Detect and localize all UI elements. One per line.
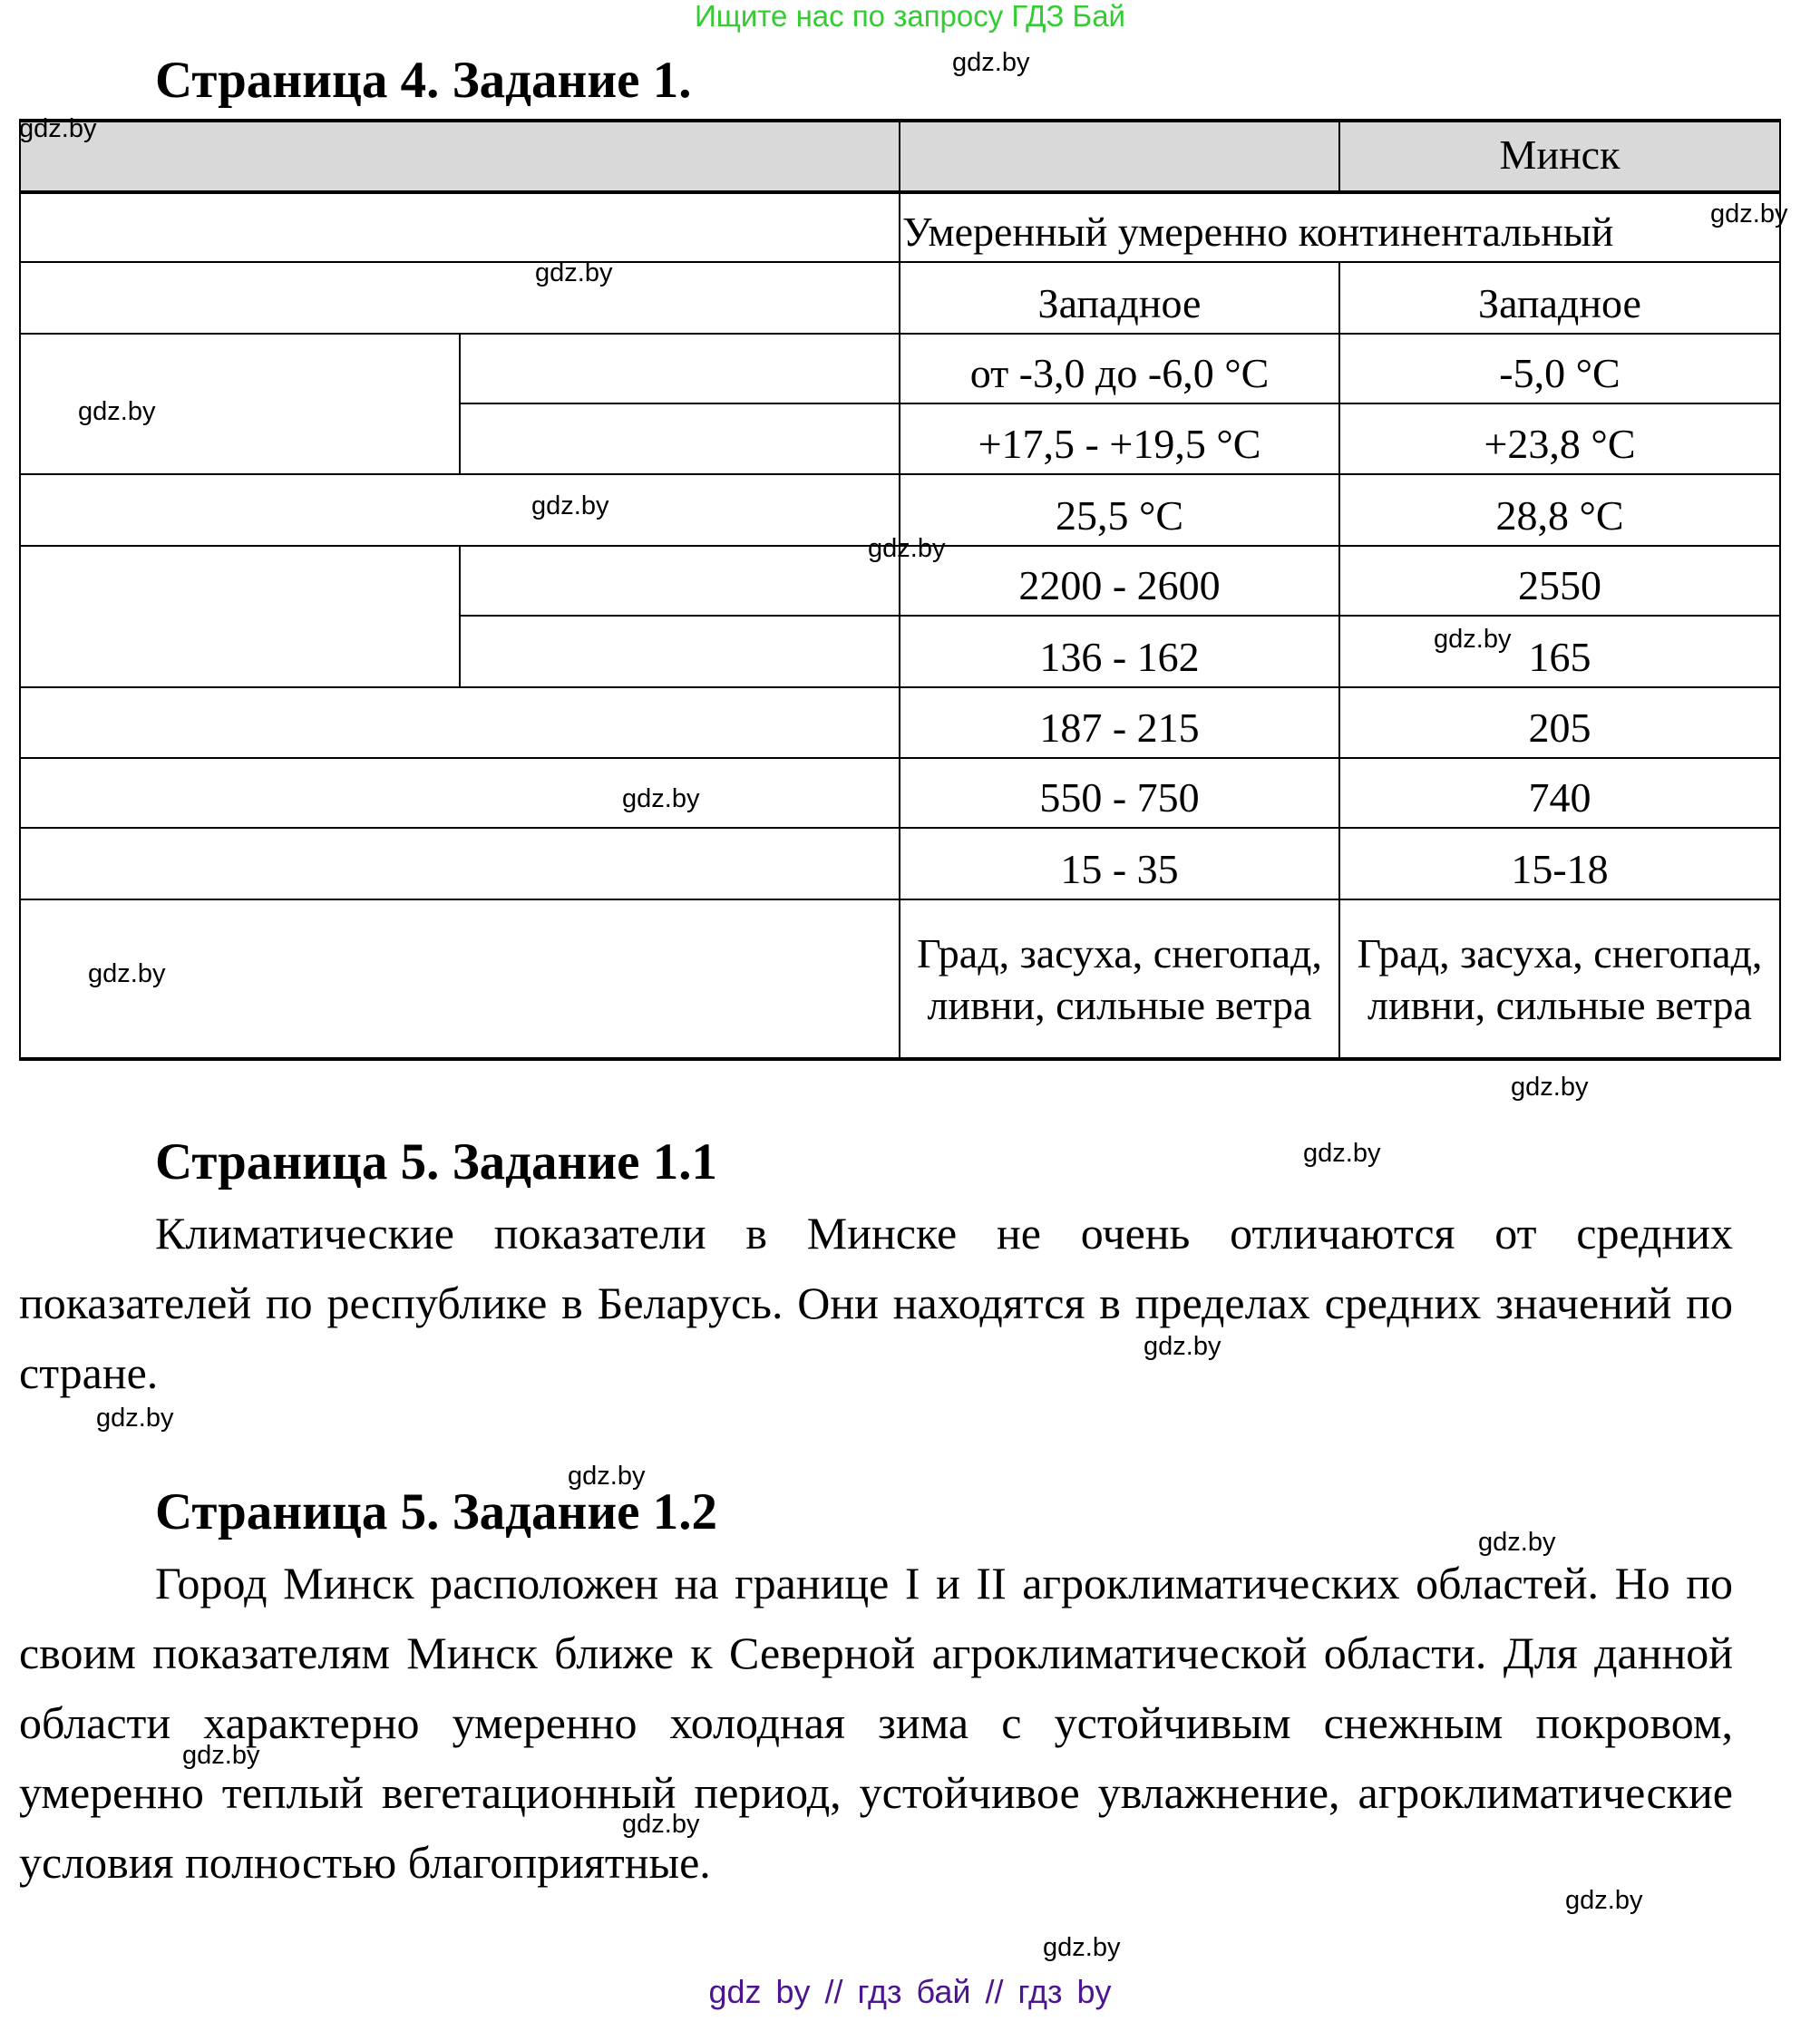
cell-value: Западное [1339, 262, 1780, 334]
cell-value: -5,0 °C [1339, 334, 1780, 403]
watermark: gdz.by [952, 48, 1030, 77]
cell-value: Град, засуха, снегопад, ливни, сильные ветра [1339, 899, 1780, 1059]
header-cell-empty [20, 121, 900, 192]
watermark: gdz.by [622, 784, 700, 813]
table-header-row [20, 121, 1780, 192]
cell-value: Западное [900, 262, 1339, 334]
section3-text: Город Минск расположен на границе I и II агроклиматических областей. Но по своим показателям Минск ближе к Северной агроклиматической области. Для данной области характерно умеренно холодная зима с устойчивым снежным покровом, умеренно теплый вегетационный период, устойчивое увлажнение, агроклиматические условия полностью благоприятные. [19, 1558, 1733, 1888]
watermark: gdz.by [1043, 1933, 1121, 1962]
table-row [20, 192, 1780, 262]
cell-value: 205 [1339, 687, 1780, 758]
watermark: gdz.by [19, 114, 97, 143]
watermark: gdz.by [88, 959, 166, 988]
watermark: gdz.by [568, 1462, 646, 1491]
section1-title: Страница 4. Задание 1. [155, 52, 692, 109]
watermark: gdz.by [1303, 1139, 1381, 1168]
cell-value: 550 - 750 [900, 758, 1339, 828]
section2-paragraph [19, 1199, 1733, 1408]
table-row [20, 262, 1780, 334]
cell-value: от -3,0 до -6,0 °C [900, 334, 1339, 403]
cell-value: 15 - 35 [900, 828, 1339, 899]
watermark: gdz.by [182, 1741, 260, 1770]
header-cell-region [900, 121, 1339, 192]
section2-text: Климатические показатели в Минске не очень отличаются от средних показателей по республике в Беларусь. Они находятся в пределах средних значений по стране. [19, 1208, 1733, 1398]
climate-type-cell: Умеренный умеренно континентальный [900, 192, 1780, 262]
header-cell-minsk: Минск [1339, 121, 1780, 192]
cell-value: +17,5 - +19,5 °C [900, 403, 1339, 474]
cell-value: 2550 [1339, 546, 1780, 616]
watermark: gdz.by [1144, 1332, 1221, 1361]
section3-title: Страница 5. Задание 1.2 [155, 1483, 717, 1540]
cell-value: 25,5 °C [900, 474, 1339, 546]
search-banner[interactable]: Ищите нас по запросу ГДЗ Бай [695, 0, 1125, 33]
cell-value: 740 [1339, 758, 1780, 828]
cell-value: 2200 - 2600 [900, 546, 1339, 616]
watermark: gdz.by [622, 1810, 700, 1839]
watermark: gdz.by [535, 258, 613, 287]
table-row [20, 899, 1780, 1059]
table-row [20, 687, 1780, 758]
cell-value: 28,8 °C [1339, 474, 1780, 546]
watermark: gdz.by [78, 397, 156, 426]
section2-title: Страница 5. Задание 1.1 [155, 1133, 717, 1190]
watermark: gdz.by [1511, 1073, 1589, 1102]
cell-value: 187 - 215 [900, 687, 1339, 758]
watermark: gdz.by [1478, 1528, 1556, 1557]
watermark: gdz.by [96, 1404, 174, 1433]
watermark: gdz.by [868, 534, 946, 563]
cell-value: 15-18 [1339, 828, 1780, 899]
climate-table [19, 119, 1781, 1061]
table-row [20, 334, 1780, 403]
watermark: gdz.by [1565, 1886, 1643, 1915]
table-row [20, 758, 1780, 828]
footer-links[interactable]: gdz by // гдз бай // гдз by [708, 1973, 1112, 2010]
section3-paragraph [19, 1549, 1733, 1898]
watermark: gdz.by [531, 491, 609, 520]
cell-value: 165 [1339, 616, 1780, 687]
cell-value: +23,8 °C [1339, 403, 1780, 474]
cell-value: Град, засуха, снегопад, ливни, сильные ветра [900, 899, 1339, 1059]
watermark: gdz.by [1434, 625, 1512, 654]
table-row [20, 828, 1780, 899]
watermark: gdz.by [1710, 199, 1788, 228]
cell-value: 136 - 162 [900, 616, 1339, 687]
